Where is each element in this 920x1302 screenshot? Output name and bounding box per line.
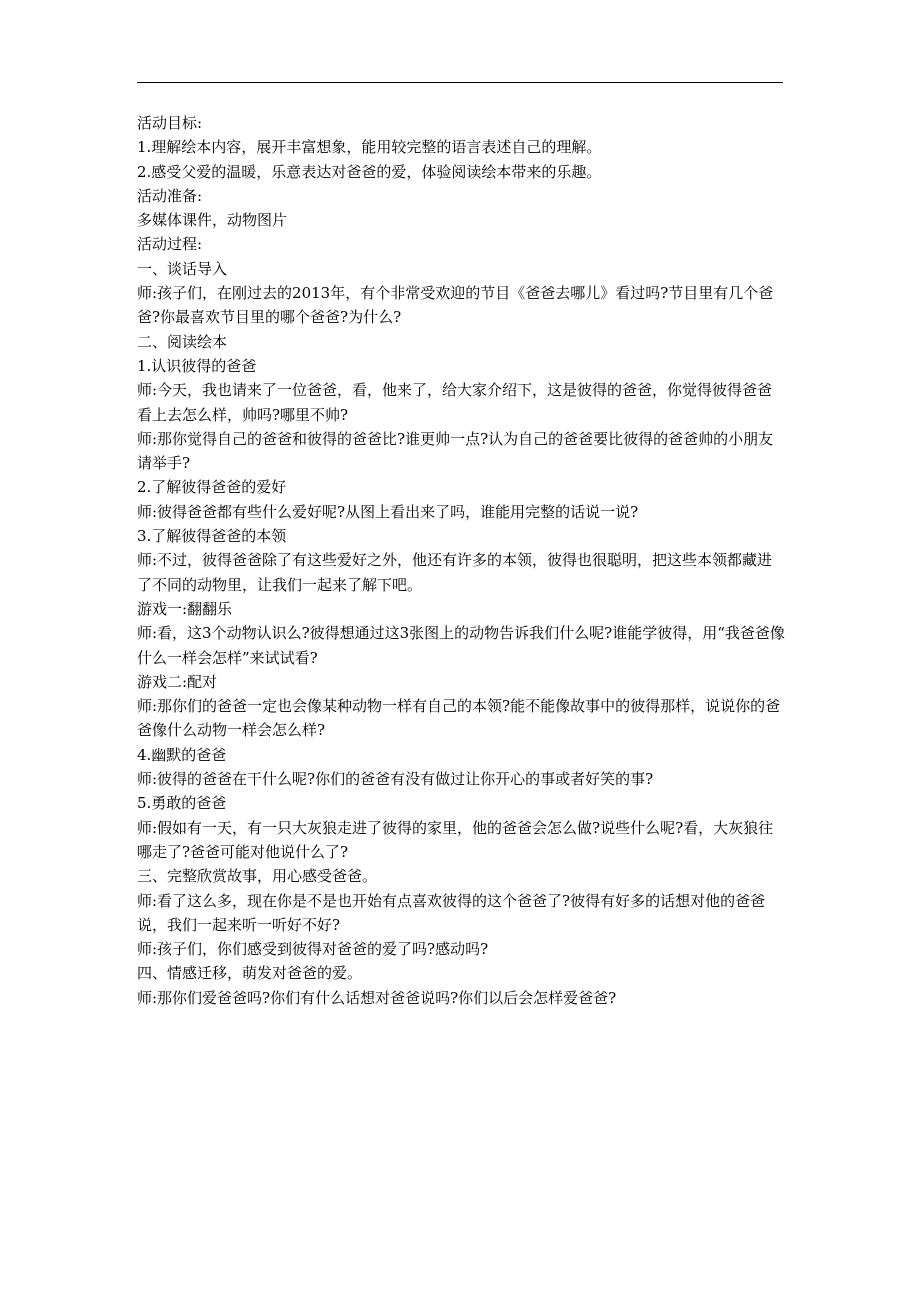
paragraph: 师:孩子们，你们感受到彼得对爸爸的爱了吗?感动吗?: [137, 940, 489, 959]
paragraph: 活动准备:: [137, 186, 203, 205]
paragraph: 游戏二:配对: [137, 672, 218, 691]
paragraph: 多媒体课件，动物图片: [137, 211, 288, 230]
paragraph: 1.认识彼得的爸爸: [137, 356, 257, 375]
paragraph: 师:那你们的爸爸一定也会像某种动物一样有自己的本领?能不能像故事中的彼得那样，说说你的爸爸像什么动物一样会怎么样?: [137, 697, 781, 740]
paragraph: 4.幽默的爸爸: [137, 745, 227, 764]
document-body: [137, 111, 787, 1010]
paragraph: 活动目标:: [137, 114, 203, 132]
paragraph: 1.理解绘本内容，展开丰富想象，能用较完整的语言表述自己的理解。: [137, 138, 602, 157]
paragraph: 师:今天，我也请来了一位爸爸，看，他来了，给大家介绍下，这是彼得的爸爸，你觉得彼得爸爸看上去怎么样，帅吗?哪里不帅?: [137, 381, 773, 424]
header-rule: [137, 82, 783, 83]
paragraph: 师:看了这么多，现在你是不是也开始有点喜欢彼得的这个爸爸了?彼得有好多的话想对他的爸爸说，我们一起来听一听好不好?: [137, 891, 766, 934]
paragraph: 师:看，这3个动物认识么?彼得想通过这3张图上的动物告诉我们什么呢?谁能学彼得，用“我爸爸像什么一样会怎样”来试试看?: [137, 624, 785, 667]
paragraph: 3.了解彼得爸爸的本领: [137, 527, 287, 546]
paragraph: 师:彼得爸爸都有些什么爱好呢?从图上看出来了吗，谁能用完整的话说一说?: [137, 502, 639, 521]
paragraph: 一、谈话导入: [137, 259, 228, 278]
paragraph: 二、阅读绘本: [137, 332, 228, 351]
paragraph: 师:彼得的爸爸在干什么呢?你们的爸爸有没有做过让你开心的事或者好笑的事?: [137, 770, 654, 789]
paragraph: 师:孩子们，在刚过去的2013年，有个非常受欢迎的节目《爸爸去哪儿》看过吗?节目里有几个爸爸?你最喜欢节目里的哪个爸爸?为什么?: [137, 284, 774, 327]
paragraph: 师:不过，彼得爸爸除了有这些爱好之外，他还有许多的本领，彼得也很聪明，把这些本领都藏进了不同的动物里，让我们一起来了解下吧。: [137, 551, 773, 594]
paragraph: 师:假如有一天，有一只大灰狼走进了彼得的家里，他的爸爸会怎么做?说些什么呢?看，大灰狼往哪走了?爸爸可能对他说什么了?: [137, 818, 774, 861]
paragraph: 三、完整欣赏故事，用心感受爸爸。: [137, 867, 378, 886]
paragraph: 游戏一:翻翻乐: [137, 599, 233, 618]
paragraph: 2.了解彼得爸爸的爱好: [137, 478, 287, 497]
paragraph: 2.感受父爱的温暖，乐意表达对爸爸的爱，体验阅读绘本带来的乐趣。: [137, 162, 602, 181]
paragraph: 师:那你觉得自己的爸爸和彼得的爸爸比?谁更帅一点?认为自己的爸爸要比彼得的爸爸帅的小朋友请举手?: [137, 429, 774, 473]
paragraph: 师:那你们爱爸爸吗?你们有什么话想对爸爸说吗?你们以后会怎样爱爸爸?: [137, 988, 617, 1007]
paragraph: 活动过程:: [137, 235, 203, 254]
paragraph: 四、情感迁移，萌发对爸爸的爱。: [137, 964, 363, 983]
paragraph: 5.勇敢的爸爸: [137, 794, 227, 813]
